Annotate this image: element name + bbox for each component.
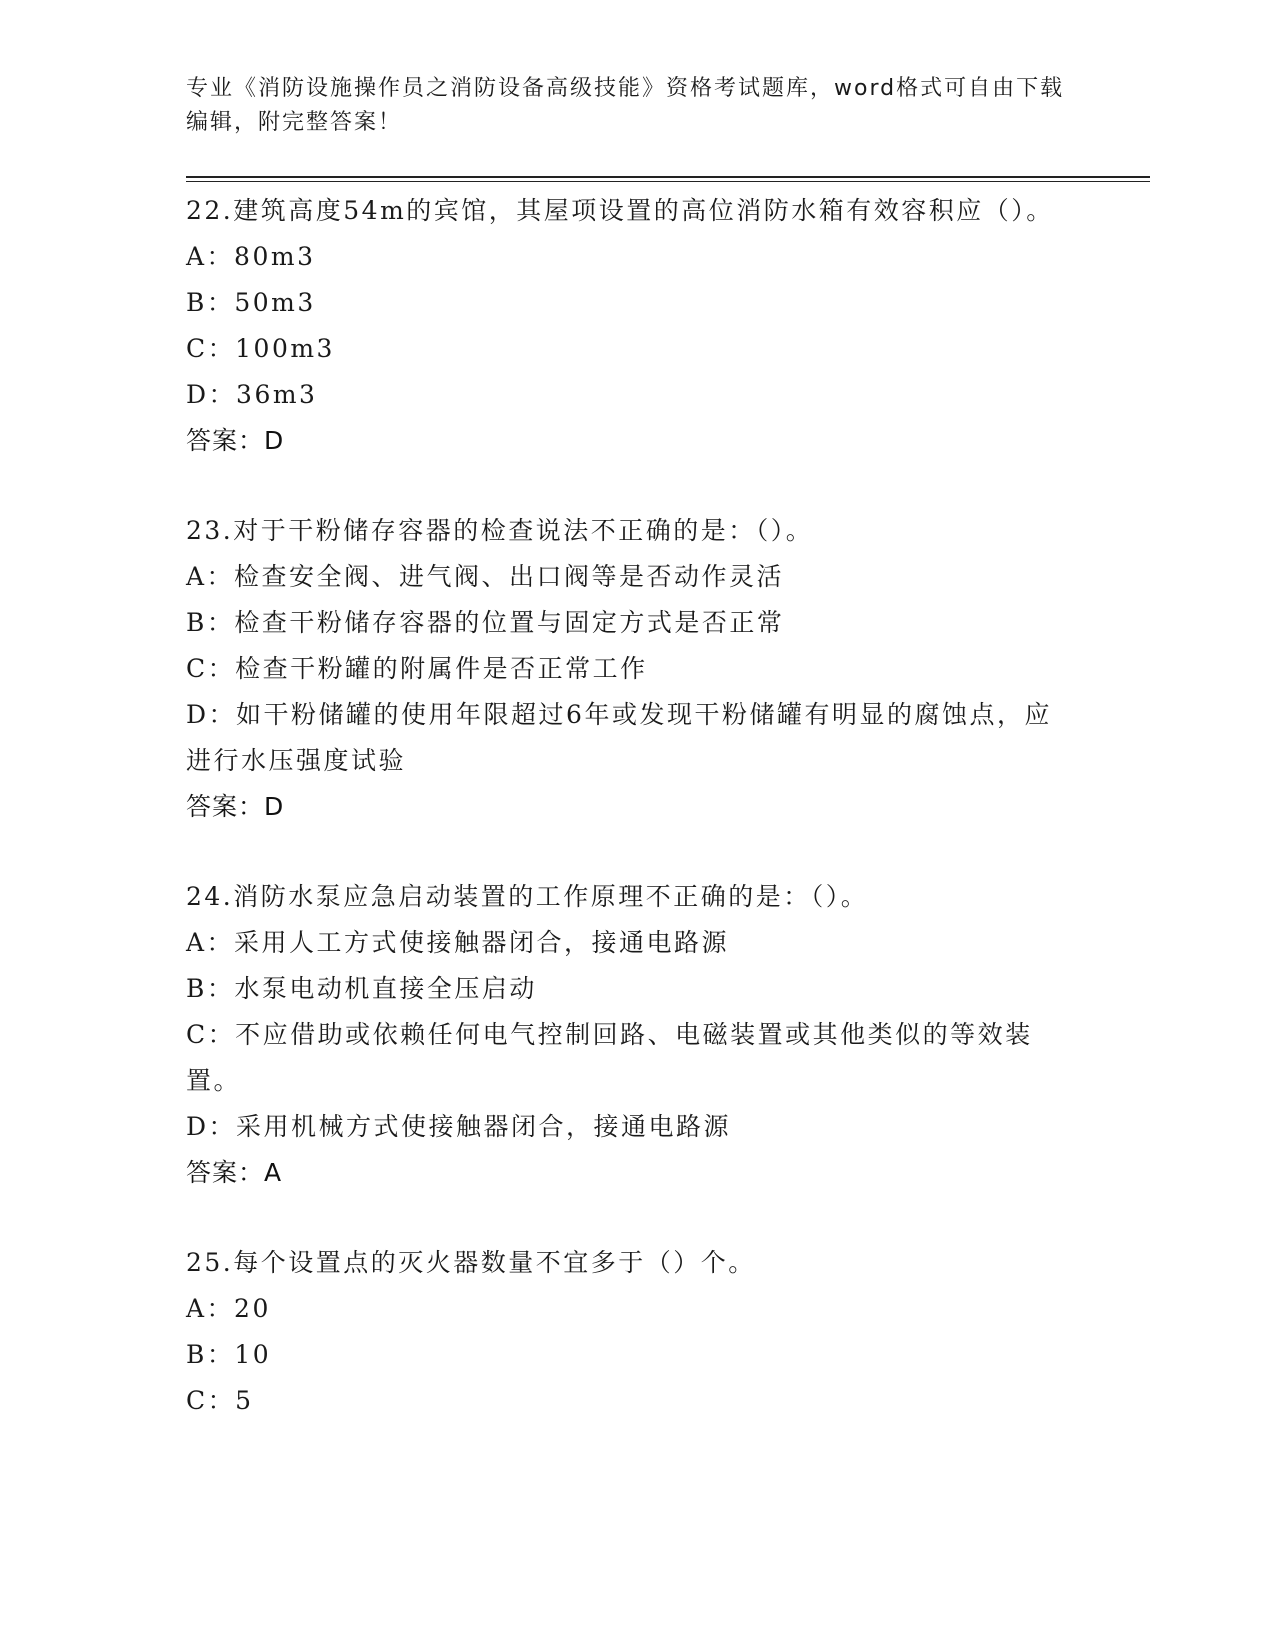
option-c: C：不应借助或依赖任何电气控制回路、电磁装置或其他类似的等效装置。 bbox=[186, 1020, 1033, 1095]
option-c: C：5 bbox=[186, 1386, 254, 1415]
option-a: A：20 bbox=[186, 1294, 271, 1323]
option-d: D：36m3 bbox=[186, 380, 318, 409]
question-22 bbox=[186, 188, 1076, 464]
option-d: D：如干粉储罐的使用年限超过6年或发现干粉储罐有明显的腐蚀点，应进行水压强度试验 bbox=[186, 700, 1052, 775]
question-stem: 24.消防水泵应急启动装置的工作原理不正确的是：（）。 bbox=[186, 882, 869, 911]
question-list bbox=[186, 188, 1076, 1468]
question-stem: 22.建筑高度54m的宾馆，其屋项设置的高位消防水箱有效容积应（）。 bbox=[186, 196, 1054, 225]
option-a: A：检查安全阀、进气阀、出口阀等是否动作灵活 bbox=[186, 562, 785, 591]
answer-key: 答案：A bbox=[186, 1158, 283, 1187]
option-b: B：检查干粉储存容器的位置与固定方式是否正常 bbox=[186, 608, 785, 637]
option-c: C：检查干粉罐的附属件是否正常工作 bbox=[186, 654, 648, 683]
option-b: B：50m3 bbox=[186, 288, 316, 317]
question-stem: 25.每个设置点的灭火器数量不宜多于（）个。 bbox=[186, 1248, 756, 1277]
header-divider-thick bbox=[186, 176, 1150, 178]
option-b: B：10 bbox=[186, 1340, 272, 1369]
option-c: C：100m3 bbox=[186, 334, 335, 363]
header-divider-thin bbox=[186, 181, 1150, 182]
question-24 bbox=[186, 874, 1076, 1196]
question-23 bbox=[186, 508, 1076, 830]
document-header: 专业《消防设施操作员之消防设备高级技能》资格考试题库，word格式可自由下载编辑，附完整答案！ bbox=[186, 76, 1065, 135]
question-25 bbox=[186, 1240, 1076, 1424]
option-a: A：80m3 bbox=[186, 242, 316, 271]
option-b: B：水泵电动机直接全压启动 bbox=[186, 974, 537, 1003]
option-a: A：采用人工方式使接触器闭合，接通电路源 bbox=[186, 928, 730, 957]
answer-key: 答案：D bbox=[186, 426, 285, 455]
question-stem: 23.对于干粉储存容器的检查说法不正确的是：（）。 bbox=[186, 516, 814, 545]
option-d: D：采用机械方式使接触器闭合，接通电路源 bbox=[186, 1112, 732, 1141]
answer-key: 答案：D bbox=[186, 792, 285, 821]
